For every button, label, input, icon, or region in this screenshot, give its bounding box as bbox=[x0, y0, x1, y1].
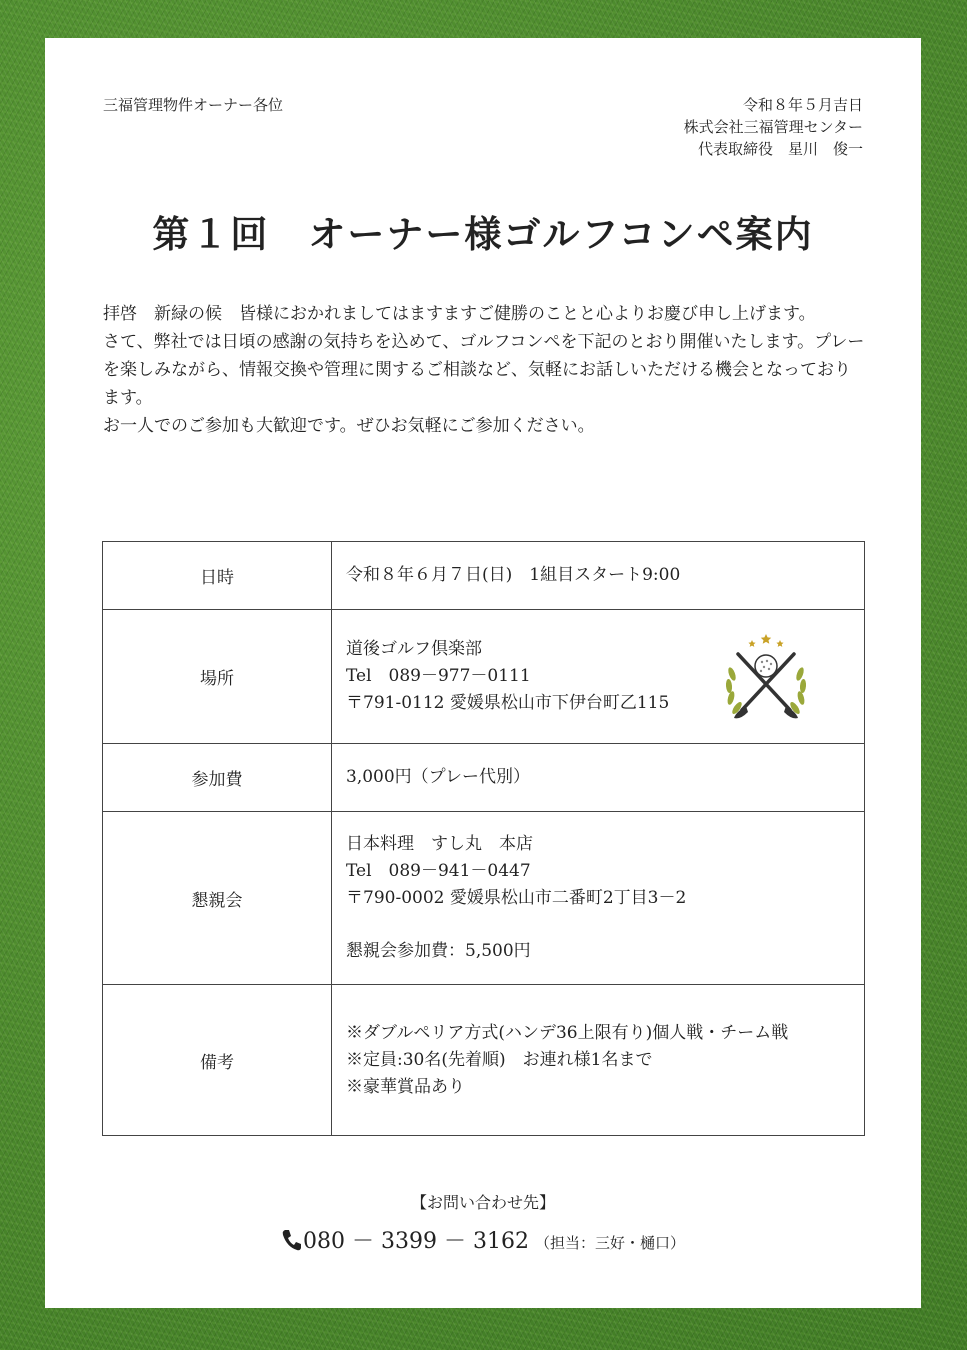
note-item: ※豪華賞品あり bbox=[346, 1076, 465, 1097]
table-row bbox=[103, 542, 865, 610]
representative: 代表取締役 星川 俊一 bbox=[697, 140, 863, 158]
greeting-paragraph: さて、弊社では日頃の感謝の気持ちを込めて、ゴルフコンペを下記のとおり開催いたします。プレーを楽しみながら、情報交換や管理に関するご相談など、気軽にお話しいただける機会となっております。 bbox=[103, 332, 865, 408]
table-row bbox=[103, 610, 865, 744]
place-tel: Tel 089－977－0111 bbox=[346, 666, 531, 686]
fee-value: 3,000円（プレー代別） bbox=[332, 744, 865, 812]
place-address: 〒791-0112 愛媛県松山市下伊台町乙115 bbox=[346, 693, 670, 713]
notes-label: 備考 bbox=[103, 985, 332, 1136]
page-title: 第１回 オーナー様ゴルフコンペ案内 bbox=[152, 212, 814, 256]
greeting-paragraph: 拝啓 新緑の候 皆様におかれましてはますますご健勝のことと心よりお慶び申し上げます。 bbox=[103, 304, 816, 324]
place-value bbox=[332, 610, 865, 744]
table-row bbox=[103, 812, 865, 985]
greeting-paragraph: お一人でのご参加も大歓迎です。ぜひお気軽にご参加ください。 bbox=[103, 416, 595, 436]
notes-value bbox=[332, 985, 865, 1136]
contact-phone[interactable]: 080 － 3399 － 3162 bbox=[303, 1229, 529, 1254]
party-fee: 懇親会参加費：5,500円 bbox=[346, 941, 531, 961]
company-name: 株式会社三福管理センター bbox=[683, 118, 863, 136]
greeting-text bbox=[103, 300, 865, 440]
issue-date: 令和８年５月吉日 bbox=[742, 96, 863, 114]
contact-heading: 【お問い合わせ先】 bbox=[410, 1193, 555, 1212]
party-address: 〒790-0002 愛媛県松山市二番町2丁目3－2 bbox=[346, 888, 687, 908]
place-label: 場所 bbox=[103, 610, 332, 744]
table-row bbox=[103, 985, 865, 1136]
phone-icon bbox=[281, 1229, 301, 1251]
sender-block bbox=[684, 94, 863, 160]
datetime-label: 日時 bbox=[103, 542, 332, 610]
datetime-value: 令和８年６月７日(日) 1組目スタート9:00 bbox=[332, 542, 865, 610]
table-row bbox=[103, 744, 865, 812]
note-item: ※定員:30名(先着順) お連れ様1名まで bbox=[346, 1049, 653, 1070]
party-value bbox=[332, 812, 865, 985]
contact-person: （担当：三好・樋口） bbox=[534, 1234, 685, 1252]
party-name: 日本料理 すし丸 本店 bbox=[346, 834, 533, 854]
golf-club-emblem-icon bbox=[720, 632, 812, 722]
party-tel: Tel 089－941－0447 bbox=[346, 861, 531, 881]
recipient: 三福管理物件オーナー各位 bbox=[103, 96, 284, 114]
spacer bbox=[346, 912, 863, 938]
note-item: ※ダブルペリア方式(ハンデ36上限有り)個人戦・チーム戦 bbox=[346, 1022, 789, 1043]
event-info-table bbox=[102, 541, 865, 1136]
document-sheet bbox=[45, 38, 921, 1308]
place-name: 道後ゴルフ倶楽部 bbox=[346, 639, 482, 659]
fee-label: 参加費 bbox=[103, 744, 332, 812]
contact-line bbox=[45, 1224, 921, 1255]
party-label: 懇親会 bbox=[103, 812, 332, 985]
